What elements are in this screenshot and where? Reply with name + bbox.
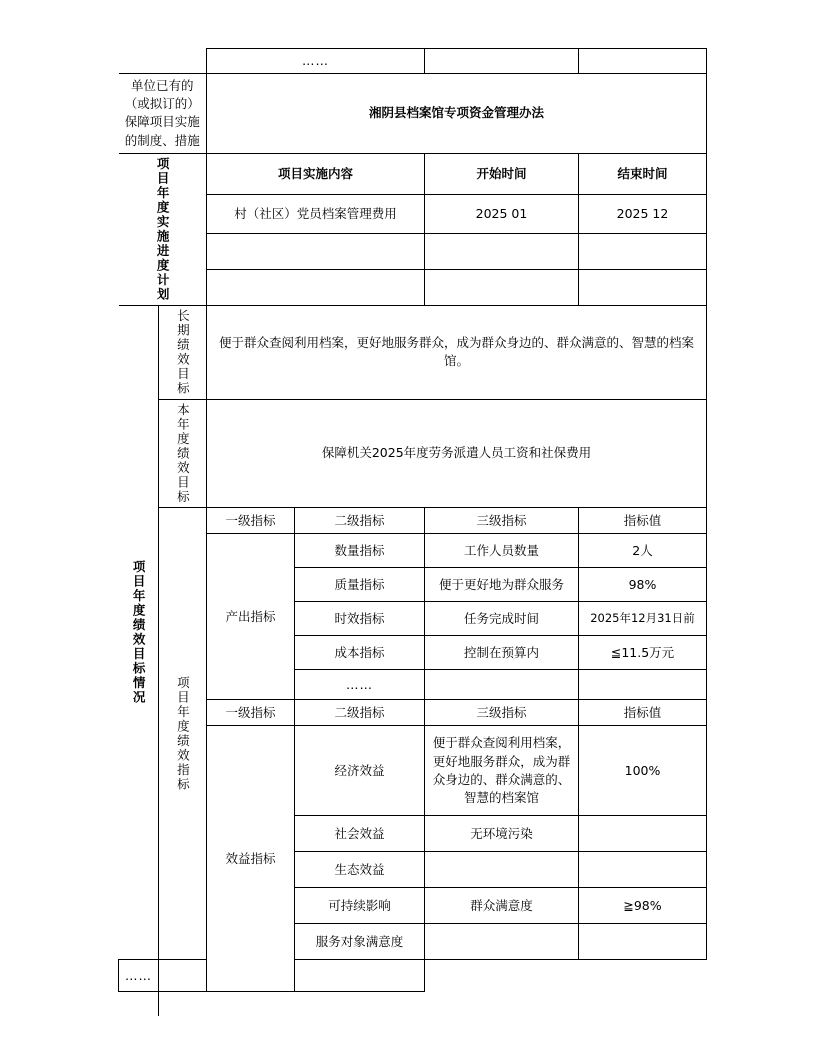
benefit-l3-5 (425, 924, 579, 960)
schedule-end-2 (579, 234, 707, 270)
benefit-l3-3 (425, 852, 579, 888)
benefit-l2-4: 可持续影响 (295, 888, 425, 924)
schedule-start-3 (425, 269, 579, 305)
measures-value: 湘阴县档案馆专项资金管理办法 (207, 74, 707, 154)
schedule-row-3 (119, 269, 707, 305)
indicator-col-level1: 一级指标 (207, 508, 295, 534)
benefit-l2-3: 生态效益 (295, 852, 425, 888)
benefit-l3-2: 无环境污染 (425, 816, 579, 852)
ellipsis-cell: …… (207, 49, 425, 74)
output-value-3: 2025年12月31日前 (579, 602, 707, 636)
output-l2-1: 数量指标 (295, 534, 425, 568)
benefit-l3-6 (159, 960, 207, 992)
schedule-end-1: 2025 12 (579, 195, 707, 234)
this-year-goal-row (119, 399, 707, 508)
table-row (119, 49, 707, 74)
long-term-goal-text: 便于群众查阅利用档案，更好地服务群众，成为群众身边的、群众满意的、智慧的档案馆。 (207, 305, 707, 399)
table-bottom-row (119, 992, 707, 1016)
schedule-col-end: 结束时间 (579, 153, 707, 195)
benefit-value-2 (579, 816, 707, 852)
benefit-l2-5: 服务对象满意度 (295, 924, 425, 960)
schedule-header-row (119, 153, 707, 195)
performance-side-label: 项目年度绩效目标情况 (119, 305, 159, 960)
empty-cell (579, 49, 707, 74)
schedule-end-3 (579, 269, 707, 305)
indicator-col-value: 指标值 (579, 508, 707, 534)
output-l3-2: 便于更好地为群众服务 (425, 568, 579, 602)
indicator2-col-level2: 二级指标 (295, 700, 425, 726)
benefit-value-1: 100% (579, 726, 707, 816)
benefit-value-4: ≧98% (579, 888, 707, 924)
output-l2-2: 质量指标 (295, 568, 425, 602)
schedule-side-label: 项目年度实施进度计划 (119, 153, 207, 305)
indicator-header-row-output (119, 508, 707, 534)
indicator-side-label: 项目年度绩效指标 (159, 508, 207, 960)
indicator-col-level3: 三级指标 (425, 508, 579, 534)
benefit-value-5 (579, 924, 707, 960)
benefit-l2-6: …… (119, 960, 159, 992)
output-l3-3: 任务完成时间 (425, 602, 579, 636)
this-year-goal-text: 保障机关2025年度劳务派遣人员工资和社保费用 (207, 399, 707, 508)
table-row-measures (119, 74, 707, 154)
schedule-content-3 (207, 269, 425, 305)
schedule-row-1 (119, 195, 707, 234)
benefit-l2-1: 经济效益 (295, 726, 425, 816)
indicator2-col-level1: 一级指标 (207, 700, 295, 726)
output-level1: 产出指标 (207, 534, 295, 700)
indicator2-col-value: 指标值 (579, 700, 707, 726)
benefit-l2-2: 社会效益 (295, 816, 425, 852)
empty-cell (425, 49, 579, 74)
benefit-row-1 (119, 726, 707, 816)
long-term-goal-row (119, 305, 707, 399)
output-l3-4: 控制在预算内 (425, 636, 579, 670)
output-value-4: ≦11.5万元 (579, 636, 707, 670)
benefit-value-6 (295, 960, 425, 992)
schedule-col-start: 开始时间 (425, 153, 579, 195)
schedule-col-content: 项目实施内容 (207, 153, 425, 195)
this-year-goal-label: 本年度绩效目标 (159, 399, 207, 508)
indicator-header-row-benefit (119, 700, 707, 726)
output-value-1: 2人 (579, 534, 707, 568)
output-value-5 (579, 670, 707, 700)
output-l2-3: 时效指标 (295, 602, 425, 636)
budget-performance-form (118, 48, 707, 1016)
output-l3-1: 工作人员数量 (425, 534, 579, 568)
output-row-1 (119, 534, 707, 568)
benefit-l3-1: 便于群众查阅利用档案，更好地服务群众，成为群众身边的、群众满意的、智慧的档案馆 (425, 726, 579, 816)
schedule-content-2 (207, 234, 425, 270)
indicator2-col-level3: 三级指标 (425, 700, 579, 726)
output-l3-5 (425, 670, 579, 700)
benefit-value-3 (579, 852, 707, 888)
schedule-start-2 (425, 234, 579, 270)
long-term-goal-label: 长期绩效目标 (159, 305, 207, 399)
schedule-row-2 (119, 234, 707, 270)
output-value-2: 98% (579, 568, 707, 602)
benefit-l3-4: 群众满意度 (425, 888, 579, 924)
schedule-content-1: 村（社区）党员档案管理费用 (207, 195, 425, 234)
output-l2-5: …… (295, 670, 425, 700)
benefit-level1: 效益指标 (207, 726, 295, 992)
indicator-col-level2: 二级指标 (295, 508, 425, 534)
measures-label: 单位已有的（或拟订的）保障项目实施的制度、措施 (119, 74, 207, 154)
output-l2-4: 成本指标 (295, 636, 425, 670)
schedule-start-1: 2025 01 (425, 195, 579, 234)
